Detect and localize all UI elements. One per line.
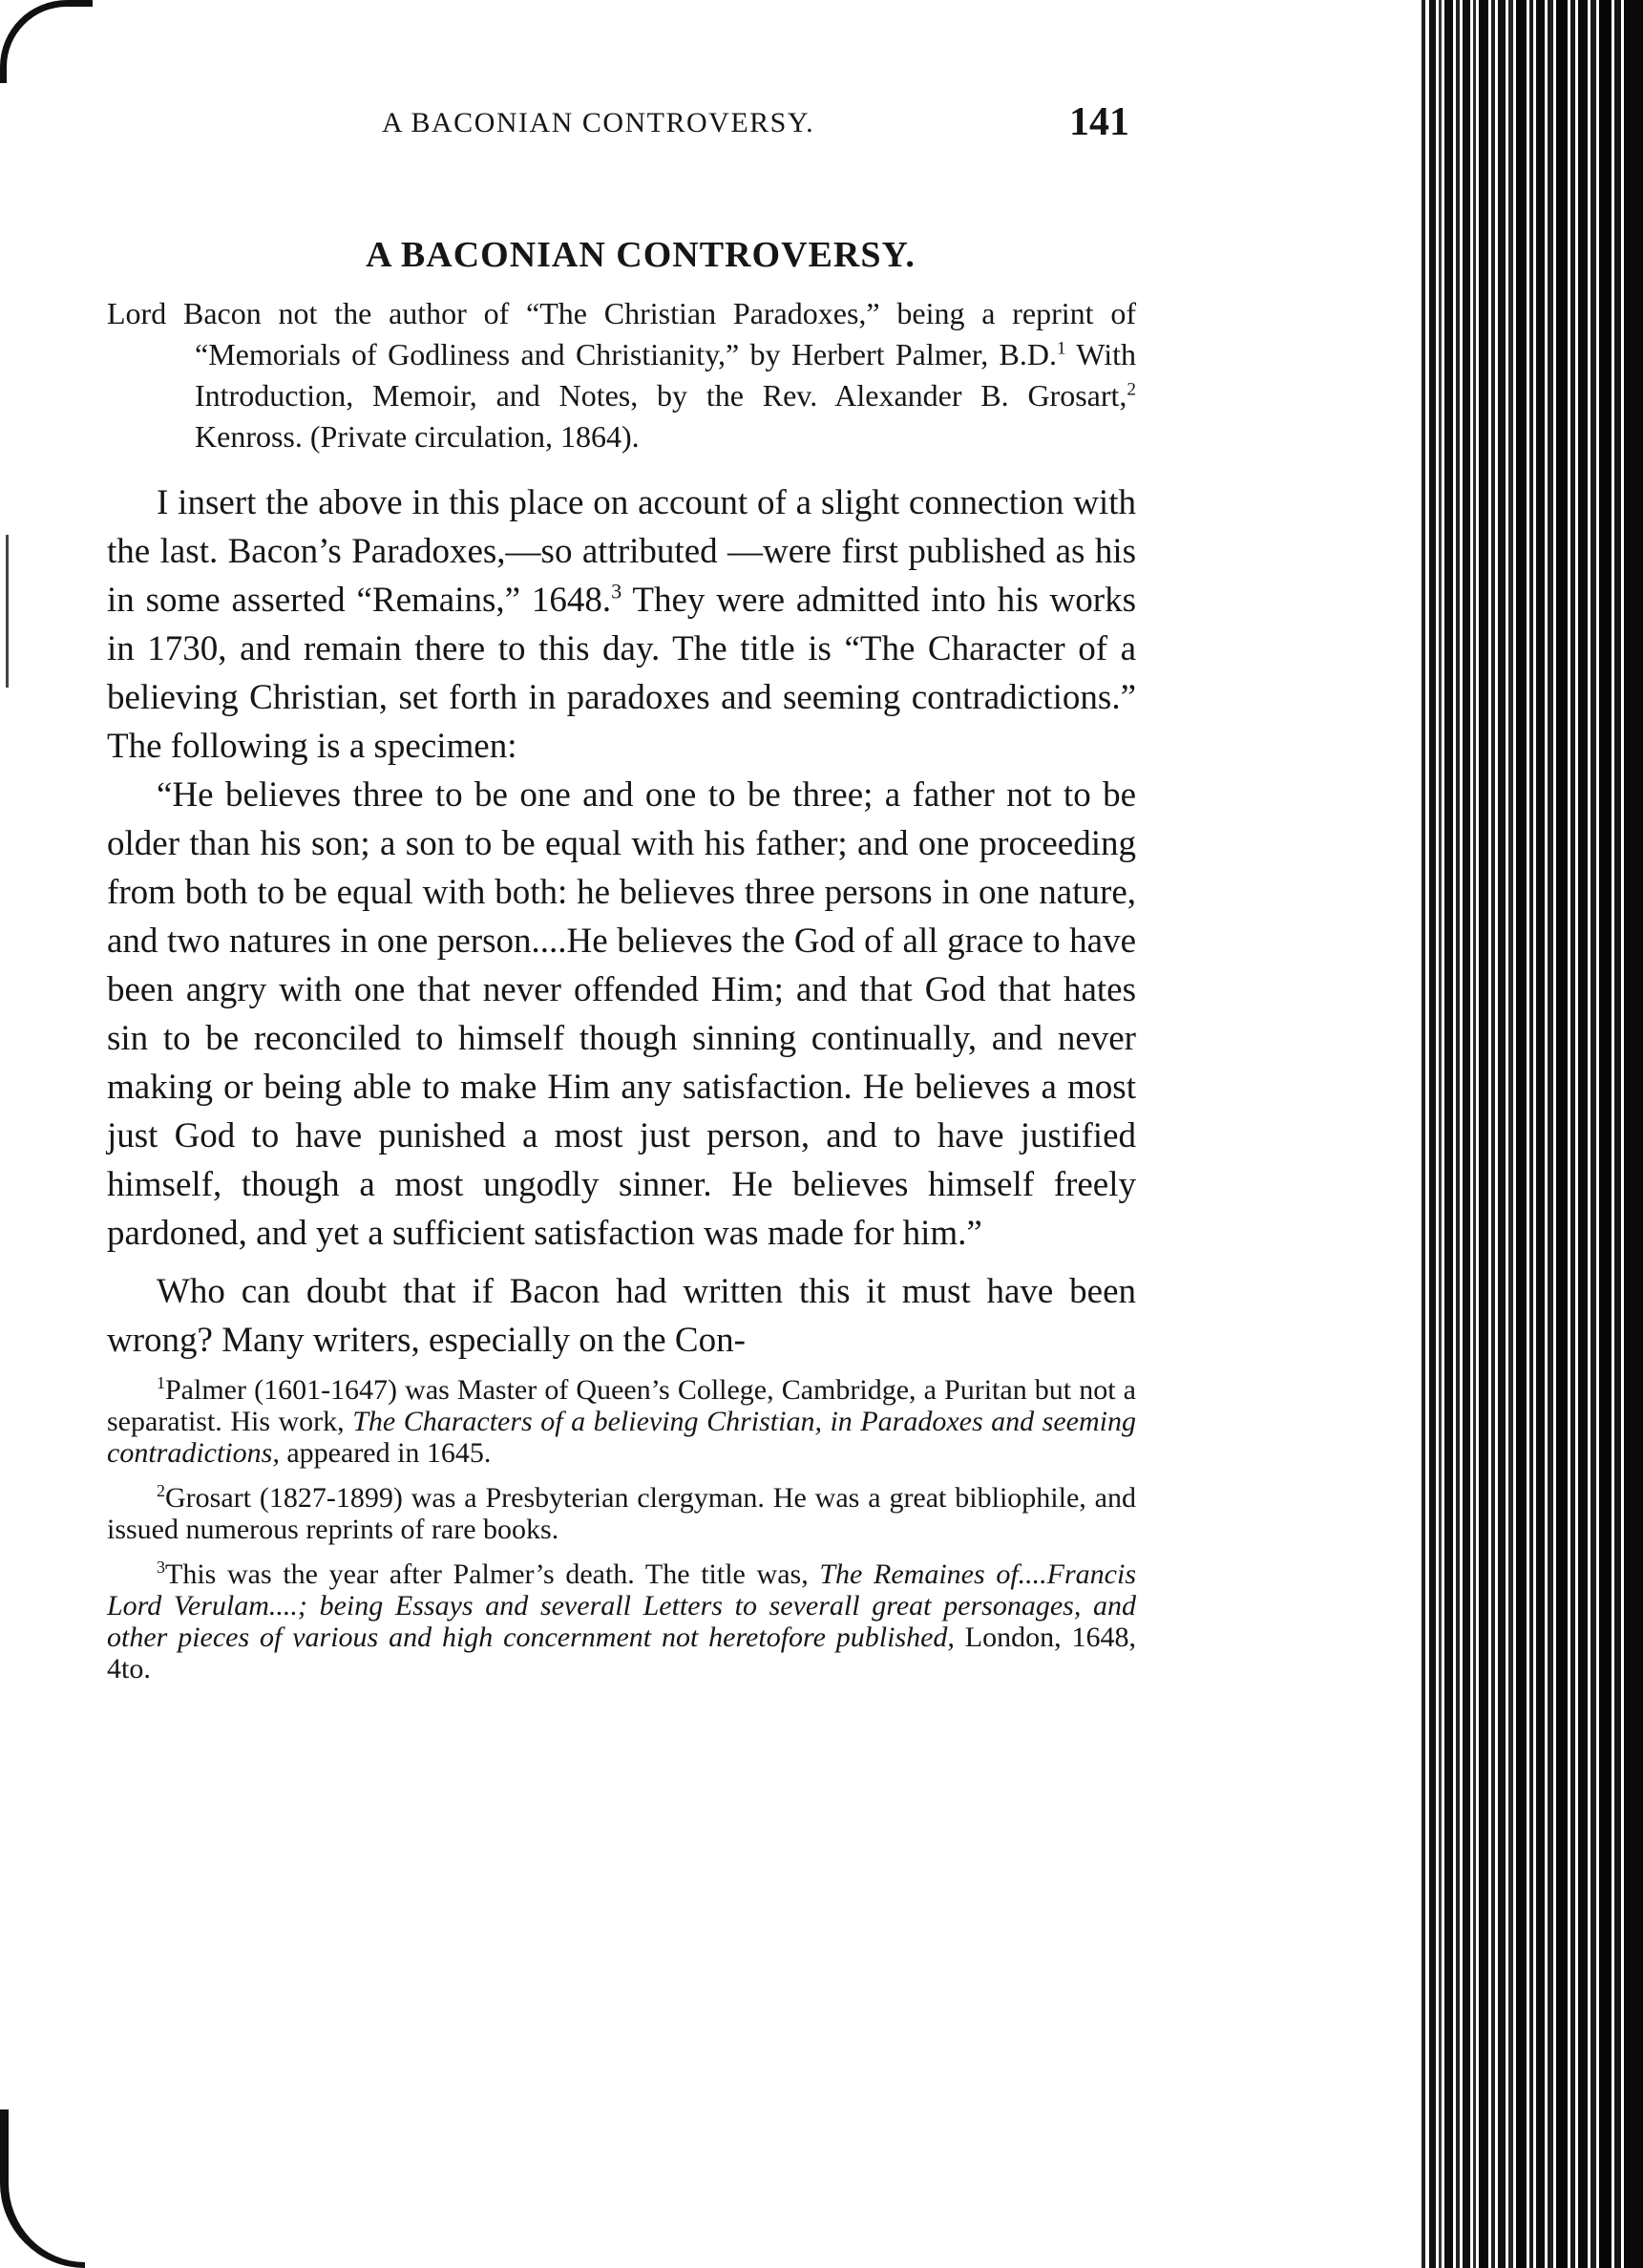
running-head: A BACONIAN CONTROVERSY. (382, 107, 815, 138)
body-paragraph-1: I insert the above in this place on account of a slight connection with the last. Bacon’s Paradoxes,—so attributed —were first published as his in some asserted “Remains,” 1648.$^3$ They were admitted into his works in 1730, and remain there to this day. The title is “The Character of a believing Christian, set forth in paradoxes and seeming contradictions.” The following is a specimen: (107, 483, 1137, 766)
footnotes (107, 1374, 1136, 1685)
footnote-ref-2: 2 (1127, 379, 1136, 400)
page-corner-top-left (0, 0, 93, 83)
book-spine-edge (1414, 0, 1643, 2268)
footnote-3: $^3$This was the year after Palmer’s death. The title was, The Remaines of....Francis Lord Verulam....; being Essays and severall Letters to severall great personages, and other pieces of various and high concernment not heretofore published, London, 1648, 4to. (107, 1558, 1137, 1685)
footnote-1: $^1$Palmer (1601-1647) was Master of Queen’s College, Cambridge, a Puritan but not a separatist. His work, The Characters of a believing Christian, in Paradoxes and seeming contradictions, appeared in 1645. (107, 1373, 1136, 1469)
page-edge-mark (6, 535, 9, 688)
citation-entry: Lord Bacon not the author of “The Christian Paradoxes,” being a reprint of “Memorials of Godliness and Christianity,” by Herbert Palmer, B.D.$^1$ With Introduction, Memoir, and Notes, by the Rev. Alexander B. Grosart,$^2$ Kenross. (Private circulation, 1864). (107, 296, 1136, 454)
page-content (107, 234, 1136, 1698)
page-corner-bottom-left (0, 2109, 85, 2268)
section-title: A BACONIAN CONTROVERSY. (366, 235, 916, 275)
footnote-ref-1: 1 (1056, 338, 1066, 359)
block-quote: “He believes three to be one and one to be three; a father not to be older than his son; a son to be equal with his father; and one proceeding from both to be equal with both: he believes three persons in one nature, and two natures in one person....He believes the God of all grace to have been angry with one that never offended Him; and that God that hates sin to be reconciled to himself though sinning continually, and never making or being able to make Him any satisfaction. He believes a most just God to have punished a most just person, and to have justified himself, though a most ungodly sinner. He believes himself freely pardoned, and yet a sufficient satisfaction was made for him.” (107, 775, 1136, 1253)
footnote-2: $^2$Grosart (1827-1899) was a Presbyterian clergyman. He was a great bibliophile, and issued numerous reprints of rare books. (107, 1481, 1136, 1545)
footnote-ref-3: 3 (611, 579, 622, 604)
body-paragraph-2: Who can doubt that if Bacon had written this it must have been wrong? Many writers, especially on the Con- (107, 1272, 1136, 1360)
page-number: 141 (1069, 100, 1129, 144)
